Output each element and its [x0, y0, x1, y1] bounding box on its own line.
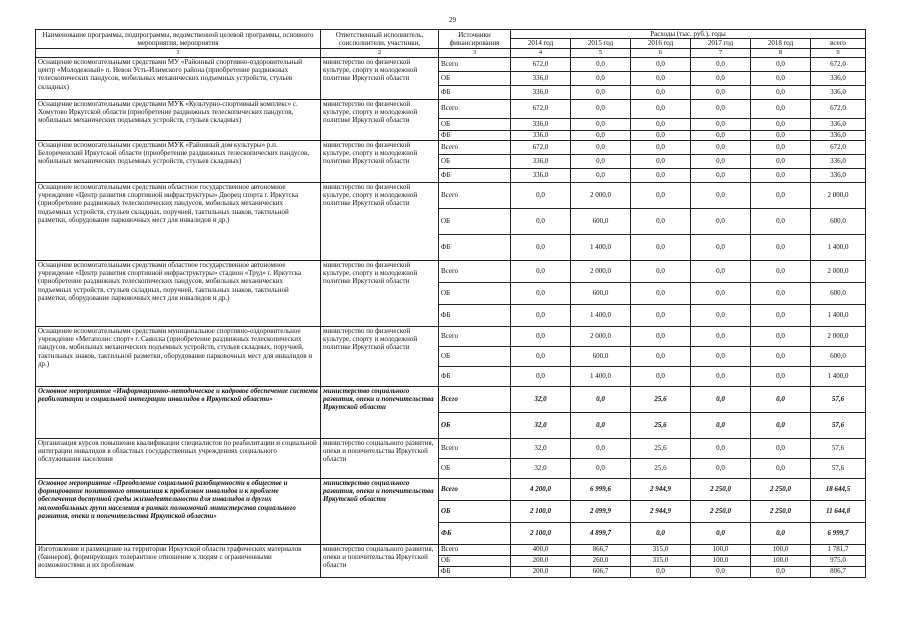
total-value: 57,6: [811, 386, 866, 412]
year-value: 0,0: [691, 386, 751, 412]
year-value: 0,0: [571, 99, 631, 118]
year-value: 0,0: [751, 366, 811, 386]
header-name: Наименование программы, подпрограммы, ведомственной целевой программы, основного мероприятия, мероприятия: [36, 30, 321, 49]
funding-source: Всего: [439, 99, 511, 118]
funding-source: Всего: [439, 326, 511, 346]
year-value: 25,6: [631, 386, 691, 412]
year-value: 0,0: [571, 386, 631, 412]
executor: министерство социального развития, опеки и попечительства Иркутской области: [321, 438, 439, 478]
executor: министерство по физической культуре, спорту и молодежной политике Иркутской области: [321, 260, 439, 326]
total-value: 1 781,7: [811, 544, 866, 555]
year-value: 25,6: [631, 438, 691, 458]
activity-name: Оснащение вспомогательными средствами МУК «Районный дом культуры» р.п. Белореченский Иркутской области (приобретение раздвижных телескопических пандусов, мобильных механических подъемных устройств, стульев складных): [36, 140, 321, 182]
year-value: 2 100,0: [511, 500, 571, 522]
funding-source: ОБ: [439, 154, 511, 168]
year-value: 0,0: [511, 304, 571, 326]
funding-source: ФБ: [439, 304, 511, 326]
year-value: 0,0: [751, 57, 811, 71]
year-value: 0,0: [691, 168, 751, 182]
executor: министерство социального развития, опеки и попечительства Иркутской области: [321, 544, 439, 577]
total-value: 672,0: [811, 99, 866, 118]
total-value: 18 644,5: [811, 478, 866, 500]
year-value: 0,0: [751, 130, 811, 140]
year-value: 0,0: [691, 182, 751, 208]
column-index: 7: [691, 48, 751, 57]
year-value: 0,0: [631, 57, 691, 71]
table-row: [36, 99, 866, 118]
total-value: 6 999,7: [811, 522, 866, 544]
year-value: 672,0: [511, 99, 571, 118]
page-number: 29: [449, 16, 456, 24]
header-year: 2015 год: [571, 39, 631, 48]
column-index: 6: [631, 48, 691, 57]
funding-source: Всего: [439, 438, 511, 458]
header-executor: Ответственный исполнитель, соисполнители, участники,: [321, 30, 439, 49]
year-value: 0,0: [691, 57, 751, 71]
header-source: Источники финансирования: [439, 30, 511, 49]
funding-source: ФБ: [439, 85, 511, 99]
table-row: [36, 260, 866, 282]
header-total: всего: [811, 39, 866, 48]
total-value: 336,0: [811, 130, 866, 140]
year-value: 336,0: [511, 85, 571, 99]
executor: министерство по физической культуре, спорту и молодежной политике Иркутской области: [321, 57, 439, 99]
year-value: 0,0: [751, 438, 811, 458]
year-value: 0,0: [691, 208, 751, 234]
year-value: 0,0: [691, 234, 751, 260]
table-row: [36, 438, 866, 458]
year-value: 2 000,0: [571, 326, 631, 346]
total-value: 336,0: [811, 168, 866, 182]
year-value: 0,0: [751, 182, 811, 208]
year-value: 0,0: [751, 282, 811, 304]
year-value: 0,0: [751, 168, 811, 182]
year-value: 0,0: [751, 118, 811, 130]
total-value: 600,0: [811, 282, 866, 304]
year-value: 32,0: [511, 458, 571, 478]
expenses-table: [35, 29, 866, 578]
funding-source: Всего: [439, 544, 511, 555]
column-index: 9: [811, 48, 866, 57]
executor: министерство по физической культуре, спорту и молодежной политике Иркутской области: [321, 182, 439, 260]
year-value: 260,0: [571, 555, 631, 566]
year-value: 0,0: [691, 99, 751, 118]
year-value: 0,0: [691, 140, 751, 154]
activity-name: Оснащение вспомогательными средствами областное государственное автономное учреждение «Центр развития спортивной инфраструктуры» стадион «Труд» г. Иркутска (приобретение раздвижных телескопических пандусов, мобильных механических подъемных устройств, стульев складных, поручней, тактильных знаков, тактильной разметки, оборудование парковочных мест для инвалидов и др.): [36, 260, 321, 326]
year-value: 336,0: [511, 71, 571, 85]
year-value: 0,0: [511, 366, 571, 386]
year-value: 0,0: [691, 118, 751, 130]
year-value: 25,6: [631, 458, 691, 478]
funding-source: ФБ: [439, 566, 511, 577]
year-value: 0,0: [631, 234, 691, 260]
total-value: 600,0: [811, 208, 866, 234]
funding-source: Всего: [439, 260, 511, 282]
funding-source: ФБ: [439, 366, 511, 386]
year-value: 0,0: [751, 234, 811, 260]
year-value: 0,0: [631, 282, 691, 304]
year-value: 0,0: [631, 326, 691, 346]
year-value: 0,0: [751, 85, 811, 99]
executor: министерство социального развития, опеки и попечительства Иркутской области: [321, 386, 439, 438]
year-value: 0,0: [691, 458, 751, 478]
year-value: 0,0: [751, 522, 811, 544]
year-value: 0,0: [631, 304, 691, 326]
year-value: 672,0: [511, 57, 571, 71]
year-value: 0,0: [691, 85, 751, 99]
year-value: 200,0: [511, 555, 571, 566]
total-value: 2 000,0: [811, 182, 866, 208]
column-index: 3: [439, 48, 511, 57]
executor: министерство социального развития, опеки и попечительства Иркутской области: [321, 478, 439, 544]
year-value: 0,0: [631, 85, 691, 99]
year-value: 2 250,0: [751, 478, 811, 500]
year-value: 0,0: [631, 168, 691, 182]
year-value: 32,0: [511, 412, 571, 438]
year-value: 2 250,0: [691, 500, 751, 522]
header-year: 2017 год: [691, 39, 751, 48]
year-value: 100,0: [691, 544, 751, 555]
year-value: 0,0: [631, 154, 691, 168]
year-value: 4 899,7: [571, 522, 631, 544]
year-value: 400,0: [511, 544, 571, 555]
funding-source: Всего: [439, 182, 511, 208]
column-index: 2: [321, 48, 439, 57]
year-value: 1 400,0: [571, 304, 631, 326]
year-value: 2 250,0: [691, 478, 751, 500]
total-value: 336,0: [811, 118, 866, 130]
year-value: 0,0: [571, 118, 631, 130]
year-value: 0,0: [571, 140, 631, 154]
year-value: 100,0: [691, 555, 751, 566]
total-value: 806,7: [811, 566, 866, 577]
header-year: 2016 год: [631, 39, 691, 48]
funding-source: Всего: [439, 140, 511, 154]
year-value: 0,0: [631, 260, 691, 282]
total-value: 975,0: [811, 555, 866, 566]
funding-source: ОБ: [439, 346, 511, 366]
year-value: 100,0: [751, 544, 811, 555]
table-row: [36, 182, 866, 208]
funding-source: ФБ: [439, 130, 511, 140]
activity-name: Оснащение вспомогательными средствами муниципальное спортивно-оздоровительное учреждение «Мегаполис спорт» г. Саянска (приобретение раздвижных телескопических пандусов, мобильных механических подъемных устройств, стульев складных, поручней, тактильных знаков, тактильной разметки, оборудование парковочных мест для инвалидов и др.): [36, 326, 321, 386]
total-value: 2 000,0: [811, 326, 866, 346]
year-value: 336,0: [511, 154, 571, 168]
total-value: 672,0: [811, 57, 866, 71]
executor: министерство по физической культуре, спорту и молодежной политике Иркутской области: [321, 326, 439, 386]
total-value: 1 400,0: [811, 234, 866, 260]
year-value: 0,0: [751, 260, 811, 282]
year-value: 0,0: [571, 57, 631, 71]
year-value: 315,0: [631, 544, 691, 555]
year-value: 0,0: [511, 208, 571, 234]
year-value: 0,0: [691, 346, 751, 366]
funding-source: ОБ: [439, 71, 511, 85]
year-value: 0,0: [691, 412, 751, 438]
total-value: 11 644,8: [811, 500, 866, 522]
year-value: 600,0: [571, 346, 631, 366]
executor: министерство по физической культуре, спорту и молодежной политике Иркутской области: [321, 99, 439, 140]
year-value: 0,0: [571, 85, 631, 99]
year-value: 0,0: [511, 182, 571, 208]
table-row: [36, 386, 866, 412]
table-body: [36, 57, 866, 577]
year-value: 0,0: [571, 412, 631, 438]
funding-source: ОБ: [439, 458, 511, 478]
activity-name: Оснащение вспомогательными средствами областное государственное автономное учреждение «Центр развития спортивной инфраструктуры» Дворец спорта г. Иркутска (приобретение раздвижных телескопических пандусов, мобильных механических подъемных устройств, стульев складных, поручней, тактильных знаков, тактильной разметки, оборудование парковочных мест для инвалидов и др.): [36, 182, 321, 260]
header-year: 2018 год: [751, 39, 811, 48]
header-year: 2014 год: [511, 39, 571, 48]
total-value: 336,0: [811, 71, 866, 85]
year-value: 0,0: [691, 566, 751, 577]
year-value: 25,6: [631, 412, 691, 438]
funding-source: Всего: [439, 478, 511, 500]
year-value: 336,0: [511, 118, 571, 130]
year-value: 600,0: [571, 208, 631, 234]
year-value: 0,0: [511, 326, 571, 346]
year-value: 0,0: [631, 522, 691, 544]
funding-source: Всего: [439, 57, 511, 71]
year-value: 0,0: [751, 412, 811, 438]
year-value: 0,0: [571, 458, 631, 478]
total-value: 57,6: [811, 458, 866, 478]
table-row: [36, 326, 866, 346]
header-expenses: Расходы (тыс. руб.), годы: [511, 30, 866, 39]
year-value: 0,0: [691, 260, 751, 282]
year-value: 315,0: [631, 555, 691, 566]
year-value: 0,0: [631, 182, 691, 208]
year-value: 336,0: [511, 168, 571, 182]
year-value: 0,0: [751, 140, 811, 154]
activity-name: Изготовление и размещение на территории Иркутской области графических материалов (баннеров), формирующих толерантное отношение к людям с ограниченными возможностями и их проблемам: [36, 544, 321, 577]
year-value: 2 944,9: [631, 478, 691, 500]
funding-source: ОБ: [439, 118, 511, 130]
year-value: 1 400,0: [571, 234, 631, 260]
year-value: 0,0: [511, 260, 571, 282]
year-value: 0,0: [751, 71, 811, 85]
table-row: [36, 544, 866, 555]
funding-source: ОБ: [439, 500, 511, 522]
year-value: 0,0: [511, 346, 571, 366]
table-row: [36, 140, 866, 154]
year-value: 866,7: [571, 544, 631, 555]
year-value: 0,0: [751, 99, 811, 118]
year-value: 0,0: [751, 304, 811, 326]
year-value: 336,0: [511, 130, 571, 140]
year-value: 100,0: [751, 555, 811, 566]
year-value: 2 250,0: [751, 500, 811, 522]
year-value: 0,0: [631, 208, 691, 234]
year-value: 0,0: [631, 130, 691, 140]
year-value: 0,0: [691, 304, 751, 326]
activity-name: Основное мероприятие «Информационно-методическое и кадровое обеспечение системы реабилитации и социальной интеграции инвалидов в Иркутской области»: [36, 386, 321, 438]
year-value: 0,0: [691, 366, 751, 386]
funding-source: ОБ: [439, 208, 511, 234]
year-value: 0,0: [691, 71, 751, 85]
total-value: 672,0: [811, 140, 866, 154]
year-value: 0,0: [691, 522, 751, 544]
year-value: 0,0: [631, 140, 691, 154]
year-value: 4 200,0: [511, 478, 571, 500]
total-value: 57,6: [811, 438, 866, 458]
year-value: 200,0: [511, 566, 571, 577]
funding-source: ОБ: [439, 282, 511, 304]
year-value: 0,0: [571, 438, 631, 458]
year-value: 2 100,0: [511, 522, 571, 544]
year-value: 0,0: [691, 282, 751, 304]
funding-source: ФБ: [439, 168, 511, 182]
year-value: 0,0: [511, 282, 571, 304]
year-value: 0,0: [751, 346, 811, 366]
year-value: 0,0: [511, 234, 571, 260]
year-value: 0,0: [631, 118, 691, 130]
funding-source: ОБ: [439, 412, 511, 438]
year-value: 0,0: [751, 154, 811, 168]
executor: министерство по физической культуре, спорту и молодежной политике Иркутской области: [321, 140, 439, 182]
year-value: 0,0: [571, 71, 631, 85]
year-value: 0,0: [571, 168, 631, 182]
activity-name: Организация курсов повышения квалификации специалистов по реабилитации и социальной интеграции инвалидов в областных государственных учреждениях социального обслуживания населения: [36, 438, 321, 478]
year-value: 32,0: [511, 438, 571, 458]
year-value: 0,0: [751, 458, 811, 478]
year-value: 32,0: [511, 386, 571, 412]
activity-name: Оснащение вспомогательными средствами МУК «Культурно-спортивный комплекс» с. Хомутово Иркутской области (приобретение раздвижных телескопических пандусов, мобильных механических подъемных устройств, стульев складных): [36, 99, 321, 140]
funding-source: ОБ: [439, 555, 511, 566]
year-value: 0,0: [631, 99, 691, 118]
year-value: 0,0: [691, 130, 751, 140]
year-value: 2 000,0: [571, 260, 631, 282]
year-value: 0,0: [751, 566, 811, 577]
year-value: 672,0: [511, 140, 571, 154]
table-row: [36, 478, 866, 500]
year-value: 0,0: [631, 71, 691, 85]
year-value: 0,0: [751, 208, 811, 234]
column-index: 4: [511, 48, 571, 57]
year-value: 2 944,9: [631, 500, 691, 522]
column-index: 8: [751, 48, 811, 57]
year-value: 2 099,9: [571, 500, 631, 522]
total-value: 2 000,0: [811, 260, 866, 282]
total-value: 57,6: [811, 412, 866, 438]
year-value: 0,0: [751, 386, 811, 412]
total-value: 600,0: [811, 346, 866, 366]
total-value: 336,0: [811, 154, 866, 168]
year-value: 0,0: [631, 566, 691, 577]
year-value: 600,0: [571, 282, 631, 304]
table-header: [36, 30, 866, 58]
year-value: 0,0: [631, 366, 691, 386]
activity-name: Оснащение вспомогательными средствами МУ «Районный спортивно-оздоровительный центр «Молодежный» п. Невон Усть-Илимского района (приобретение раздвижных телескопических пандусов, мобильных механических подъемных устройств, стульев складных): [36, 57, 321, 99]
year-value: 0,0: [751, 326, 811, 346]
column-index: 1: [36, 48, 321, 57]
total-value: 336,0: [811, 85, 866, 99]
funding-source: ФБ: [439, 234, 511, 260]
table-row: [36, 57, 866, 71]
year-value: 0,0: [691, 438, 751, 458]
year-value: 606,7: [571, 566, 631, 577]
year-value: 0,0: [571, 154, 631, 168]
year-value: 1 400,0: [571, 366, 631, 386]
year-value: 0,0: [571, 130, 631, 140]
year-value: 0,0: [631, 346, 691, 366]
year-value: 0,0: [691, 326, 751, 346]
activity-name: Основное мероприятие «Преодоление социальной разобщенности в обществе и формирование позитивного отношения к проблемам инвалидов и к проблеме обеспечения доступной среды жизнедеятельности для инвалидов и других маломобильных групп населения в рамках полномочий министерства социального развития, опеки и попечительства Иркутской области»: [36, 478, 321, 544]
year-value: 6 999,6: [571, 478, 631, 500]
year-value: 0,0: [691, 154, 751, 168]
year-value: 2 000,0: [571, 182, 631, 208]
column-index: 5: [571, 48, 631, 57]
funding-source: ФБ: [439, 522, 511, 544]
total-value: 1 400,0: [811, 366, 866, 386]
total-value: 1 400,0: [811, 304, 866, 326]
funding-source: Всего: [439, 386, 511, 412]
